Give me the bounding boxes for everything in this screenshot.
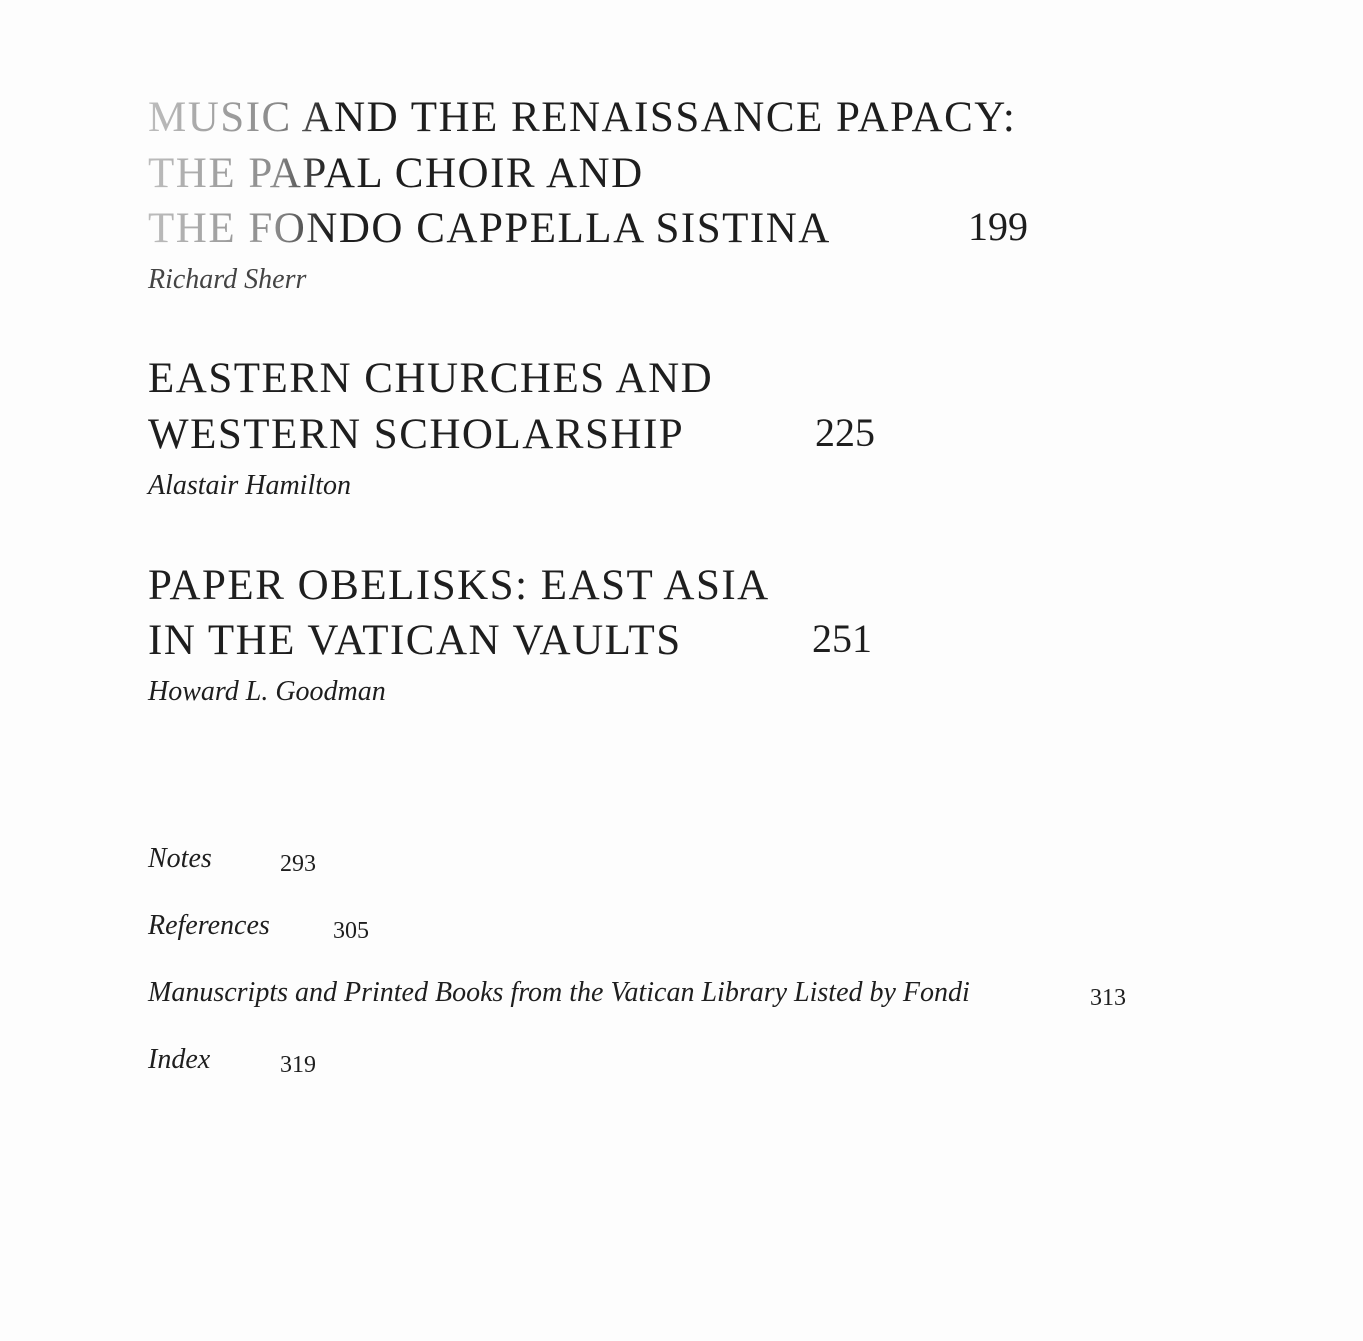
backmatter-label: Notes [148,843,212,874]
chapter-page-number: 225 [815,410,875,455]
chapter-title-line: IN THE VATICAN VAULTS [148,617,682,664]
chapter-author: Richard Sherr [148,264,307,295]
backmatter-label: References [148,910,270,941]
chapter-title-line: MUSIC AND THE RENAISSANCE PAPACY: [148,94,1017,141]
backmatter-page: 293 [280,851,316,877]
chapter-author: Alastair Hamilton [148,470,352,501]
chapter-author: Howard L. Goodman [148,676,386,707]
backmatter-page: 313 [1090,985,1126,1011]
backmatter-label: Index [148,1044,211,1075]
backmatter-page: 305 [333,918,369,944]
backmatter-label: Manuscripts and Printed Books from the Vatican Library Listed by Fondi [148,977,970,1008]
chapter-title-line: EASTERN CHURCHES AND [148,355,714,402]
chapter-title-line: THE PAPAL CHOIR AND [148,150,644,197]
chapter-title-line: PAPER OBELISKS: EAST ASIA [148,562,770,609]
chapter-title-line: THE FONDO CAPPELLA SISTINA [148,205,831,252]
chapter-page-number: 251 [812,616,872,661]
chapter-page-number: 199 [968,204,1028,249]
chapter-title-line: WESTERN SCHOLARSHIP [148,411,685,458]
backmatter-page: 319 [280,1052,316,1078]
